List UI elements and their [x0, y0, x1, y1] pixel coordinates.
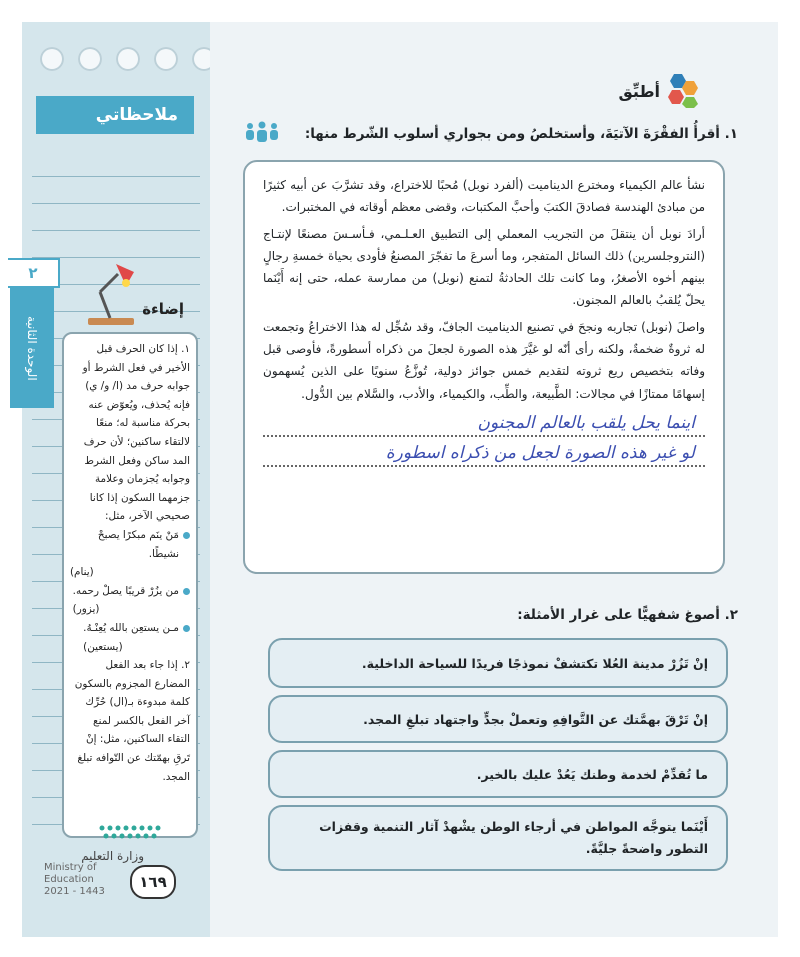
reading-passage	[243, 160, 725, 574]
ministry-name-en: Ministry of Education	[44, 862, 97, 885]
answer-line-1[interactable]	[263, 409, 705, 437]
ministry-text	[44, 850, 144, 898]
edition-year: 2021 - 1443	[44, 886, 105, 897]
example-sentence: إنْ تَزُرْ مدينة العُلا تكتشفْ نموذجًا فريدًا للسياحة الداخلية.	[361, 655, 708, 671]
ministry-name-ar: وزارة التعليم	[81, 849, 144, 863]
example-sentence: ما تُقدِّمْ لخدمة وطنك يَعُدْ عليك بالخير.	[476, 766, 708, 782]
tip-paragraph-2: ٢. إذا جاء بعد الفعل المضارع المجزوم بالسكون كلمة مبدوءة بـ(ال) حُرِّك آخر الفعل بالكسر لمنع التقاء الساكنين، مثل: إنْ تَرقِ بهمّتك عن التّوافه تبلغ المجد.	[74, 659, 190, 783]
tip-example-sentence: مَنْ ينَم مبكرًا يصبحْ نشيطًا.	[97, 528, 179, 560]
bullet-dot-icon	[183, 588, 190, 595]
binder-holes	[40, 47, 216, 71]
notes-title: ملاحظاتي	[36, 96, 194, 134]
example-sentence: إنْ تَرْقَ بهمَّتك عن التَّوافِهِ وتعملْ بجدٍّ واجتهاد تبلغِ المجد.	[363, 711, 708, 727]
binder-hole	[116, 47, 140, 71]
answer-line-2[interactable]	[263, 439, 705, 467]
tip-example-verb: (يزور)	[72, 603, 100, 616]
binder-hole	[40, 47, 64, 71]
page-number: ١٦٩	[130, 865, 176, 899]
tip-example	[70, 582, 190, 619]
tip-example-verb: (ينام)	[70, 566, 94, 579]
passage-paragraph: أرادَ نوبل أن ينتقلَ من التجريب المعملي إلى التطبيق العـلـمي، فـأسـسَ مصنعًا لإنتـاج (النتروجلسرين) ذلك السائل المتفجر، وما أسرعَ ما تفجّرَ المصنعُ فأودى بحياة خمسةِ رجالٍ بينهم أخوه الأصغرُ، وما كانت تلك الحادثةُ لتمنع (نوبل) من ممارسة عمله، حتى إنه أَيْنَما يحلّ يُلقبُ بالعالم المجنون.	[263, 226, 705, 308]
tip-example-sentence: من يزُرْ قريبًا يصلْ رحمه.	[72, 584, 179, 597]
example-box	[268, 805, 728, 871]
section-title: أطبِّق	[618, 82, 660, 101]
hexagons-icon	[664, 72, 704, 108]
binder-hole	[78, 47, 102, 71]
tip-paragraph-1: ١. إذا كان الحرف قبل الأخير في فعل الشرط أو جوابه حرف مد (ا/ و/ ي) فإنه يُحذف، ويُعوّض عنه بحركة مناسبة له؛ منعًا لالتقاء ساكنين؛ لأن حرف المد ساكن وفعل الشرط وجوابه يُجزمان وعلامة جزمهما السكون إذا كانا صحيحي الآخر، مثل:	[82, 343, 190, 523]
bullet-dot-icon	[183, 532, 190, 539]
passage-paragraph: واصلَ (نوبل) تجاربه ونجحَ في تصنيع الديناميت الجافّ، وقد سُجِّل له هذا الاختراعُ وتجمعت له ثروةٌ ضخمةٌ، ولكنه رأى أنّه لو غيَّرَ هذه الصورة لجعلَ من ذكراه أسطورةً، فأوصى قبل وفاته بتخصيص ريع ثروته لتقديم خمس جوائز دولية، تُوزَّعُ سنويًا على الذين يُسهمون إسهامًا ممتازًا في مجالات: الطَّبيعة، والطِّب، والكيمياء، والأدب، والسَّلام بين الدُّول.	[263, 319, 705, 401]
tip-example	[70, 619, 190, 656]
example-sentence: أَيْنَما يتوجَّه المواطن في أرجاء الوطن يشْهدْ آثار التنمية وقفزات التطور واضحةً جليَّةً.	[319, 819, 708, 856]
example-box	[268, 638, 728, 688]
tip-example-verb: (يستعين)	[83, 640, 123, 653]
handwritten-answer: اينما يحل يلقب بالعالم المجنون	[477, 412, 695, 433]
unit-label: الوحدة الثانية	[10, 288, 54, 408]
tip-box	[62, 332, 198, 838]
binder-hole	[154, 47, 178, 71]
question-1: ١. أقرأُ الفقْرَةَ الآتيَةَ، وأستخلصُ ومن بجواري أسلوب الشّرط منها:	[304, 126, 738, 142]
question-2: ٢. أصوغ شفهيًّا على غرار الأمثلة:	[517, 607, 738, 623]
bullet-dot-icon	[183, 625, 190, 632]
ministry-logo-icon	[92, 820, 172, 850]
tip-example-sentence: مـن يستعِن بالله يُعِنْـهُ.	[83, 621, 179, 634]
example-box	[268, 750, 728, 798]
example-box	[268, 695, 728, 743]
tip-title: إضاءة	[142, 300, 184, 318]
unit-number: ٢	[8, 258, 60, 288]
pair-work-icon	[242, 120, 282, 144]
tip-example	[70, 526, 190, 582]
handwritten-answer: لو غير هذه الصورة لجعل من ذكراه اسطورة	[385, 442, 695, 463]
passage-paragraph: نشأ عالم الكيمياء ومخترع الديناميت (ألفرد نوبل) مُحبًا للاختراع، وقد تشرَّبَ عن أبيه كثيرًا من مبادئ الهندسة فصادقَ الكتبَ وأحبَّ المكتبات، وقضى معظم أوقاته في المختبرات.	[263, 178, 705, 215]
